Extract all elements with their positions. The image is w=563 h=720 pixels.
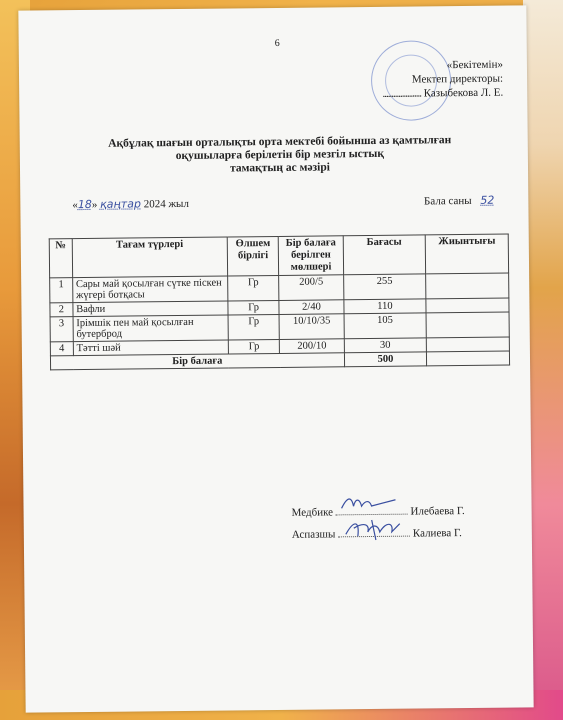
- row-amount: 200/5: [279, 275, 343, 301]
- approval-dots: ......................: [382, 87, 421, 100]
- row-price: 30: [344, 338, 427, 353]
- header-amount: Бір балаға берілген мөлшері: [279, 236, 343, 276]
- cook-signature: [338, 524, 410, 538]
- row-amount: 10/10/35: [280, 314, 344, 340]
- date-day: 18: [77, 197, 92, 212]
- row-total: [427, 337, 510, 352]
- row-amount: 2/40: [279, 300, 343, 315]
- document-title: [90, 134, 470, 177]
- cook-role: Аспазшы: [291, 528, 336, 541]
- header-total: Жиынтығы: [425, 234, 508, 274]
- row-num: 4: [50, 342, 73, 356]
- document-sheet: [18, 5, 533, 712]
- approval-line-name: [382, 86, 503, 101]
- children-count-line: [424, 194, 500, 208]
- header-price: Бағасы: [343, 235, 426, 275]
- row-num: 1: [50, 278, 73, 303]
- row-unit: Гр: [227, 275, 279, 301]
- footer-total: [427, 351, 510, 366]
- row-price: 105: [344, 313, 427, 339]
- row-price: 255: [343, 274, 426, 300]
- nurse-name: Илебаева Г.: [410, 505, 465, 518]
- row-total: [426, 312, 509, 338]
- page-number: 6: [274, 37, 280, 49]
- nurse-signature-icon: [340, 494, 400, 513]
- date-month: қаңтар: [100, 197, 141, 211]
- date-close-quote: »: [91, 198, 98, 211]
- children-count-value: 52: [480, 193, 495, 207]
- date-year: 2024 жыл: [143, 197, 189, 211]
- title-line-3: тамақтың ас мәзірі: [230, 161, 330, 175]
- nurse-role: Медбике: [291, 506, 334, 519]
- row-amount: 200/10: [280, 339, 344, 354]
- row-dish: Тәтті шәй: [73, 340, 228, 356]
- director-name: Казыбекова Л. Е.: [423, 86, 504, 100]
- row-dish: Сары май қосылған сүтке піскен жүгері ботқасы: [72, 276, 227, 303]
- row-total: [426, 298, 509, 313]
- header-unit: Өлшем бірлігі: [227, 236, 279, 276]
- signature-block: [291, 500, 465, 546]
- row-price: 110: [343, 299, 426, 314]
- approval-line-director: Мектеп директоры:: [411, 72, 504, 86]
- row-num: 2: [50, 303, 73, 317]
- row-dish: Вафли: [73, 301, 228, 317]
- header-num: №: [49, 239, 72, 278]
- table-header-row: [49, 234, 508, 278]
- footer-label: Бір балаға: [50, 353, 344, 370]
- row-unit: Гр: [228, 339, 280, 354]
- header-dish: Тағам түрлері: [72, 237, 227, 278]
- row-unit: Гр: [228, 314, 280, 340]
- cook-signature-line: [292, 522, 465, 546]
- row-dish: Ірімшік пен май қосылған бутерброд: [73, 315, 228, 342]
- cook-signature-icon: [342, 516, 406, 543]
- cook-name: Калиева Г.: [412, 527, 462, 540]
- date-open-quote: «: [72, 199, 78, 212]
- nurse-signature: [336, 502, 408, 516]
- row-total: [426, 273, 509, 299]
- footer-price: 500: [344, 352, 427, 367]
- title-line-1: Ақбұлақ шағын орталықты орта мектебі бойынша аз қамтылған: [108, 134, 452, 150]
- title-line-2: оқушыларға берілетін бір мезгіл ыстық: [175, 147, 385, 163]
- menu-table: [49, 234, 510, 371]
- date-line: [72, 197, 189, 211]
- row-unit: Гр: [228, 300, 280, 315]
- row-num: 3: [50, 317, 73, 342]
- approval-line-approve: «Бекітемін»: [446, 58, 503, 72]
- approval-block: [382, 58, 503, 101]
- children-count-label: Бала саны: [423, 194, 472, 208]
